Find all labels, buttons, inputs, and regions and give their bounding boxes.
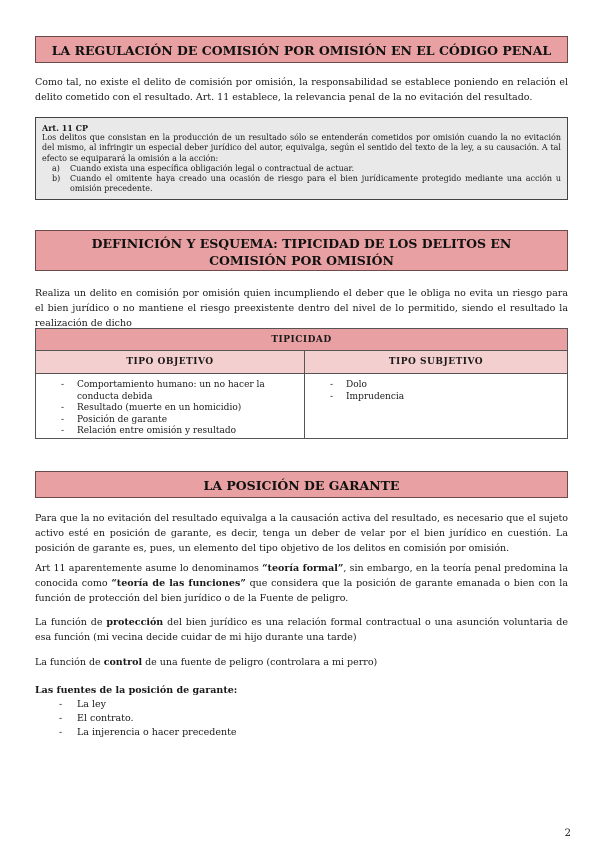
article-item <box>52 174 561 194</box>
item-label: b) <box>52 174 61 184</box>
cell-objetivo <box>36 374 305 439</box>
text-run: que considera que la posición de garante emanada o bien con la función de protección del bien jurídico o de la Fuente de peligro. <box>35 578 568 604</box>
column-header-subjetivo: TIPO SUBJETIVO <box>305 351 568 374</box>
list-item: - Dolo <box>330 380 567 392</box>
paragraph-text <box>35 655 568 670</box>
section-title: DEFINICIÓN Y ESQUEMA: TIPICIDAD DE LOS DELITOS EN COMISIÓN POR OMISIÓN <box>91 236 512 268</box>
article-11-box <box>35 117 568 200</box>
term-proteccion: protección <box>106 617 164 628</box>
column-header-objetivo: TIPO OBJETIVO <box>36 351 305 374</box>
paragraph-text <box>35 561 568 606</box>
paragraph-text: Para que la no evitación del resultado equivalga a la causación activa del resultado, es necesario que el sujeto activo esté en posición de garante, es decir, tenga un deber de velar por el bien jurídico en cuestión. La posición de garante es, pues, un elemento del tipo objetivo de los delitos en comisión por omisión. <box>35 513 568 554</box>
paragraph-definicion <box>35 286 568 331</box>
text-run: del bien jurídico es una relación formal contractual o una asunción voluntaria de esa función (mi vecina decide cuidar de mi hijo durante una tarde) <box>35 617 568 643</box>
paragraph-garante-1 <box>35 511 568 556</box>
article-list <box>42 164 561 195</box>
item-text: Cuando el omitente haya creado una ocasión de riesgo para el bien jurídicamente protegido mediante una acción u omisión precedente. <box>70 174 561 194</box>
text-run: de una fuente de peligro (controlara a mi perro) <box>142 657 378 668</box>
list-item: - Comportamiento humano: un no hacer la conducta debida <box>61 380 304 403</box>
section-heading-definicion <box>35 230 568 271</box>
paragraph-regulacion <box>35 75 568 105</box>
text-run: , sin embargo, en la teoría penal predomina la conocida como <box>35 563 568 589</box>
list-item: - La ley <box>59 698 568 712</box>
text-run: La función de <box>35 617 107 628</box>
article-item <box>52 163 561 174</box>
item-label: a) <box>52 163 60 173</box>
section-title: LA POSICIÓN DE GARANTE <box>203 478 400 493</box>
section-heading-regulacion <box>35 36 568 63</box>
list-item: - Relación entre omisión y resultado <box>61 426 304 438</box>
term-control: control <box>103 657 143 668</box>
sources-title: Las fuentes de la posición de garante: <box>35 685 238 696</box>
paragraph-garante-4 <box>35 655 568 670</box>
section-heading-garante <box>35 471 568 498</box>
objetivo-list <box>36 380 304 438</box>
section-title: LA REGULACIÓN DE COMISIÓN POR OMISIÓN EN EL CÓDIGO PENAL <box>51 43 552 58</box>
list-item: - Imprudencia <box>330 392 567 404</box>
article-title: Art. 11 CP <box>42 123 88 133</box>
list-item: - Resultado (muerte en un homicidio) <box>61 403 304 415</box>
term-teoria-formal: “teoría formal” <box>262 563 344 574</box>
list-item: - Posición de garante <box>61 415 304 427</box>
page-number: 2 <box>564 828 571 839</box>
cell-subjetivo <box>305 374 568 439</box>
paragraph-text <box>35 615 568 645</box>
paragraph-garante-3 <box>35 615 568 645</box>
term-teoria-funciones: “teoría de las funciones” <box>111 578 246 589</box>
paragraph-garante-2 <box>35 561 568 606</box>
text-run: La función de <box>35 657 104 668</box>
tipicidad-table <box>35 328 568 439</box>
text-run: Art 11 aparentemente asume lo denominamos <box>35 563 263 574</box>
sources-block <box>35 683 568 740</box>
article-text: Los delitos que consistan en la producción de un resultado sólo se entenderán cometidos por omisión cuando la no evitación del mismo, al infringir un especial deber jurídico del autor, equivalga, según el sentido del texto de la ley, a su causación. A tal efecto se equiparará la omisión a la acción: <box>42 133 561 163</box>
list-item: - El contrato. <box>59 712 568 726</box>
list-item: - La injerencia o hacer precedente <box>59 726 568 740</box>
sources-list <box>35 698 568 740</box>
paragraph-text: Realiza un delito en comisión por omisión quien incumpliendo el deber que le obliga no evita un riesgo para el bien jurídico o no mantiene el riesgo preexistente dentro del nivel de lo permitido, siendo el resultado la realización de dicho <box>35 288 568 329</box>
subjetivo-list <box>305 380 567 403</box>
table-header: TIPICIDAD <box>36 329 568 351</box>
item-text: Cuando exista una específica obligación legal o contractual de actuar. <box>70 163 354 173</box>
paragraph-text: Como tal, no existe el delito de comisión por omisión, la responsabilidad se establece poniendo en relación el delito cometido con el resultado. Art. 11 establece, la relevancia penal de la no evitación del resultado. <box>35 77 568 103</box>
